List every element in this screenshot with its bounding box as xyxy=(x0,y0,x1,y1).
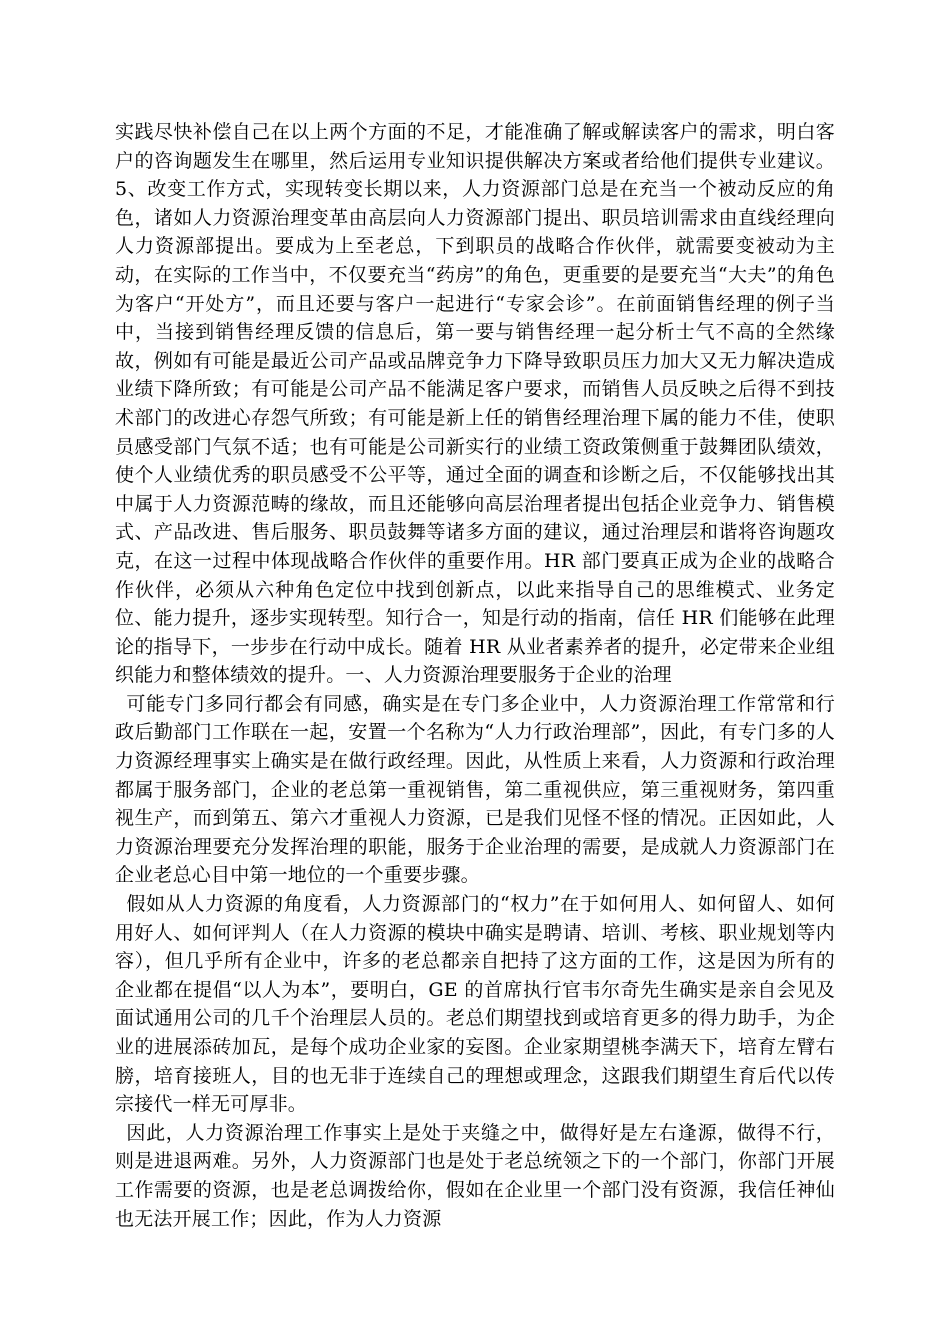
paragraph-2: 可能专门多同行都会有同感，确实是在专门多企业中，人力资源治理工作常常和行政后勤部门工作联在一起，安置一个名称为“人力行政治理部”，因此，有专门多的人力资源经理事实上确实是在做行政经理。因此，从性质上来看，人力资源和行政治理都属于服务部门，企业的老总第一重视销售，第二重视供应，第三重视财务，第四重视生产，而到第五、第六才重视人力资源，已是我们见怪不怪的情况。正因如此，人力资源治理要充分发挥治理的职能，服务于企业治理的需要，是成就人力资源部门在企业老总心目中第一地位的一个重要步骤。 xyxy=(115,692,835,887)
paragraph-3: 假如从人力资源的角度看，人力资源部门的“权力”在于如何用人、如何留人、如何用好人、如何评判人（在人力资源的模块中确实是聘请、培训、考核、职业规划等内容），但几乎所有企业中，许多的老总都亲自把持了这方面的工作，这是因为所有的企业都在提倡“以人为本”，要明白，GE 的首席执行官韦尔奇先生确实是亲自会见及面试通用公司的几千个治理层人员的。老总们期望找到或培育更多的得力助手，为企业的进展添砖加瓦，是每个成功企业家的妄图。企业家期望桃李满天下，培育左臂右膀，培育接班人，目的也无非于连续自己的理想或理念，这跟我们期望生育后代以传宗接代一样无可厚非。 xyxy=(115,893,835,1116)
document-body xyxy=(115,118,835,1233)
paragraph-1: 实践尽快补偿自己在以上两个方面的不足，才能准确了解或解读客户的需求，明白客户的咨询题发生在哪里，然后运用专业知识提供解决方案或者给他们提供专业建议。5、改变工作方式，实现转变长期以来，人力资源部门总是在充当一个被动反应的角色，诸如人力资源治理变革由高层向人力资源部门提出、职员培训需求由直线经理向人力资源部提出。要成为上至老总，下到职员的战略合作伙伴，就需要变被动为主动，在实际的工作当中，不仅要充当“药房”的角色，更重要的是要充当“大夫”的角色为客户“开处方”，而且还要与客户一起进行“专家会诊”。在前面销售经理的例子当中，当接到销售经理反馈的信息后，第一要与销售经理一起分析士气不高的全然缘故，例如有可能是最近公司产品或品牌竞争力下降导致职员压力加大又无力解决造成业绩下降所致；有可能是公司产品不能满足客户要求，而销售人员反映之后得不到技术部门的改进心存怨气所致；有可能是新上任的销售经理治理下属的能力不佳，使职员感受部门气氛不适；也有可能是公司新实行的业绩工资政策侧重于鼓舞团队绩效，使个人业绩优秀的职员感受不公平等，通过全面的调查和诊断之后，不仅能够找出其中属于人力资源范畴的缘故，而且还能够向高层治理者提出包括企业竞争力、销售模式、产品改进、售后服务、职员鼓舞等诸多方面的建议，通过治理层和谐将咨询题攻克，在这一过程中体现战略合作伙伴的重要作用。HR 部门要真正成为企业的战略合作伙伴，必须从六种角色定位中找到创新点，以此来指导自己的思维模式、业务定位、能力提升，逐步实现转型。知行合一，知是行动的指南，信任 HR 们能够在此理论的指导下，一步步在行动中成长。随着 HR 从业者素养者的提升，必定带来企业组织能力和整体绩效的提升。一、人力资源治理要服务于企业的治理 xyxy=(115,121,835,687)
paragraph-4: 因此，人力资源治理工作事实上是处于夹缝之中，做得好是左右逢源，做得不行，则是进退两难。另外，人力资源部门也是处于老总统领之下的一个部门，你部门开展工作需要的资源，也是老总调拨给你，假如在企业里一个部门没有资源，我信任神仙也无法开展工作；因此，作为人力资源 xyxy=(115,1121,835,1230)
